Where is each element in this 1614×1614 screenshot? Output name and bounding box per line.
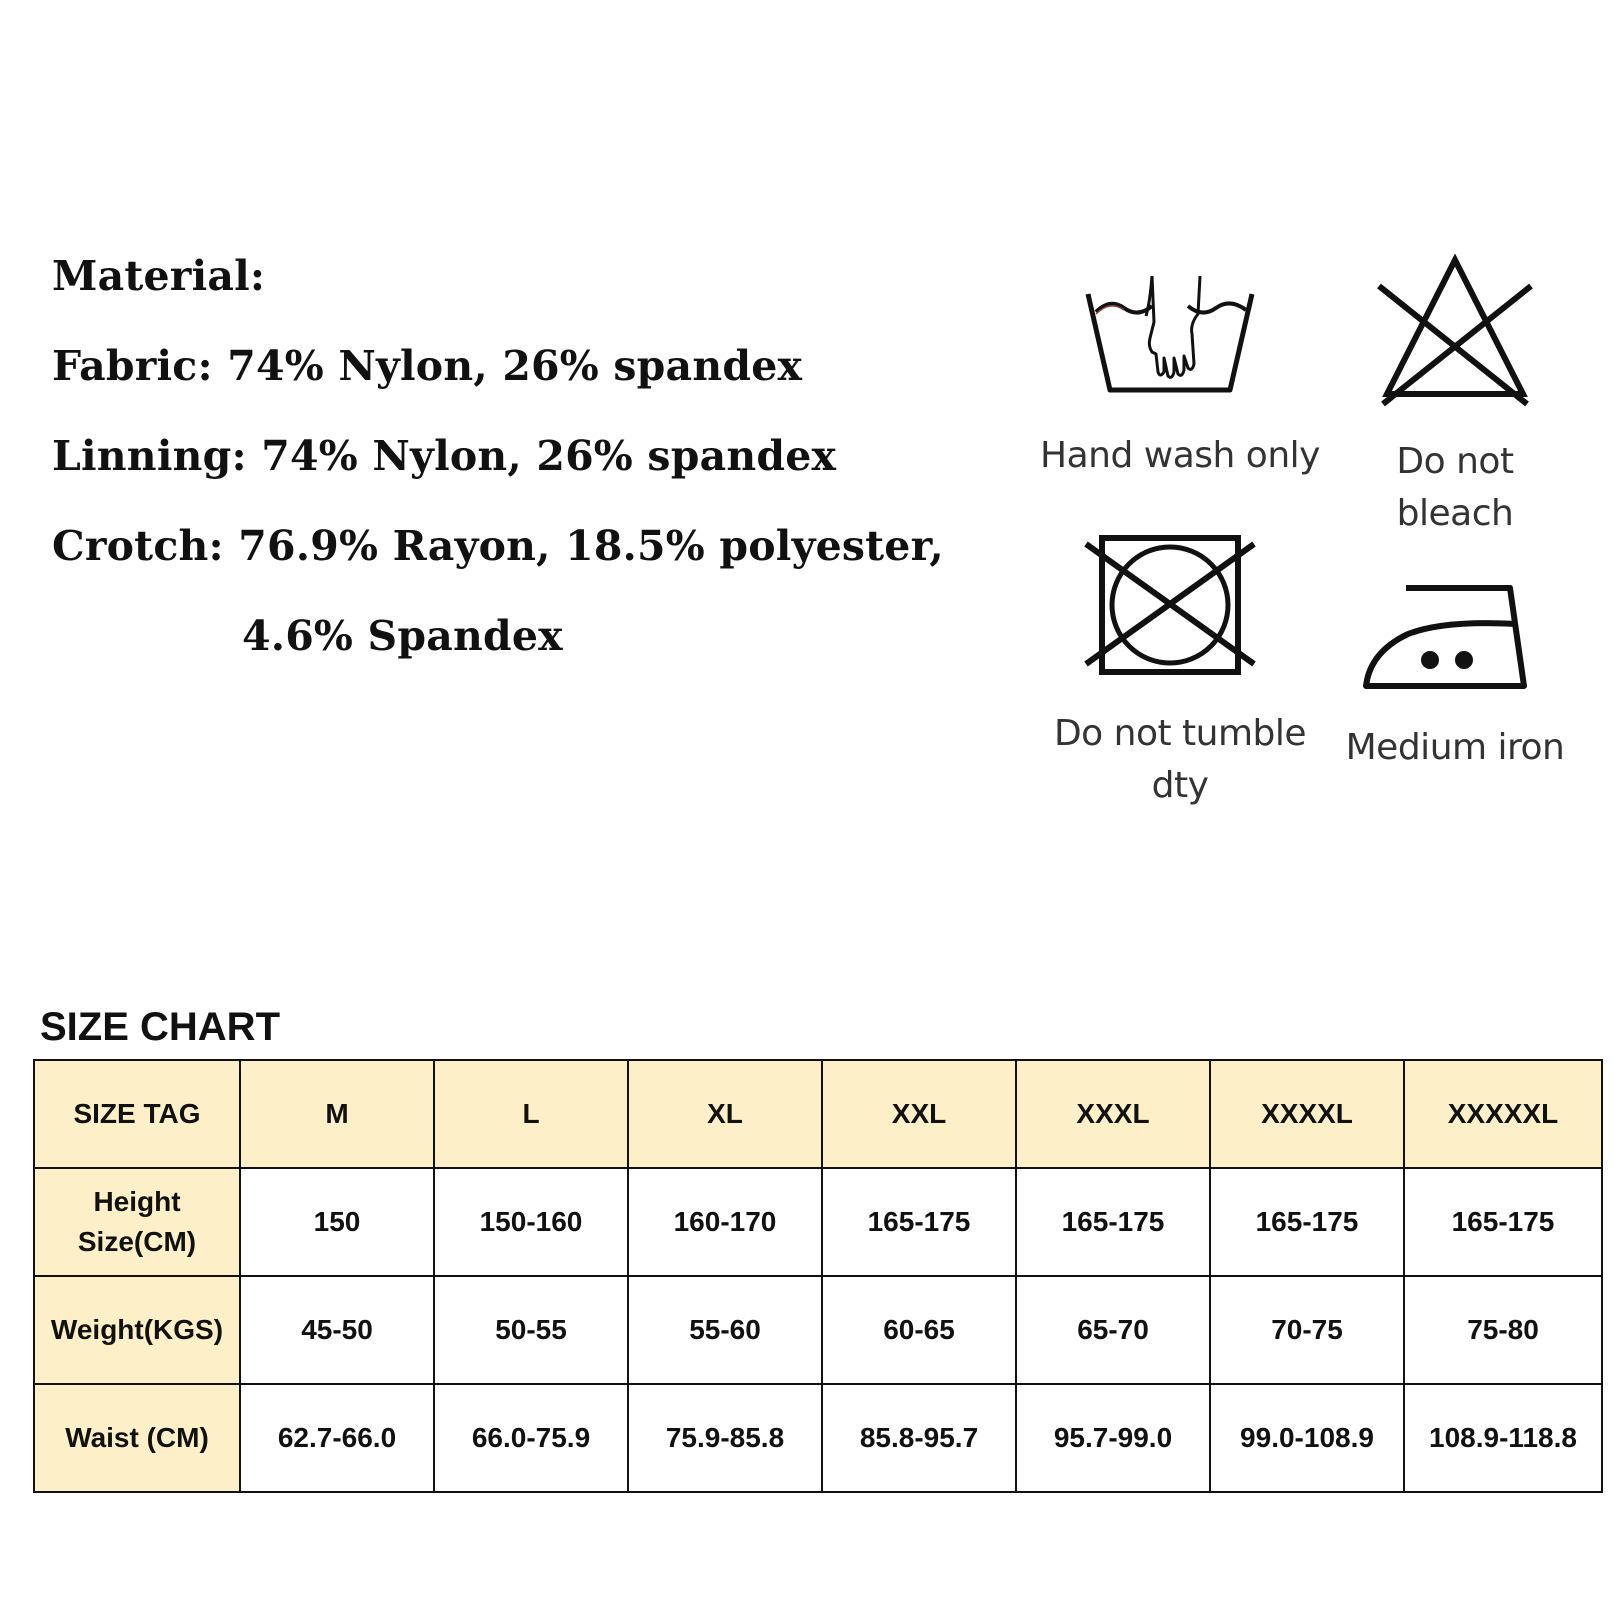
table-cell: 85.8-95.7 xyxy=(822,1384,1016,1492)
table-row xyxy=(34,1168,1602,1276)
table-cell: 95.7-99.0 xyxy=(1016,1384,1210,1492)
table-cell: 99.0-108.9 xyxy=(1210,1384,1404,1492)
do-not-tumble-dry-label-line1: Do not tumble xyxy=(1053,713,1307,754)
table-cell: 150 xyxy=(240,1168,434,1276)
column-header: XXL xyxy=(822,1060,1016,1168)
material-title: Material: xyxy=(52,252,266,300)
material-fabric: Fabric: 74% Nylon, 26% spandex xyxy=(52,342,803,390)
material-linning: Linning: 74% Nylon, 26% spandex xyxy=(52,432,837,480)
table-cell: 165-175 xyxy=(1210,1168,1404,1276)
table-cell: 165-175 xyxy=(1404,1168,1602,1276)
table-cell: 66.0-75.9 xyxy=(434,1384,628,1492)
table-row xyxy=(34,1276,1602,1384)
table-row xyxy=(34,1384,1602,1492)
table-cell: 165-175 xyxy=(822,1168,1016,1276)
column-header: XXXL xyxy=(1016,1060,1210,1168)
column-header: XXXXXL xyxy=(1404,1060,1602,1168)
table-cell: 45-50 xyxy=(240,1276,434,1384)
hand-wash-label: Hand wash only xyxy=(1040,435,1320,476)
row-label: Weight(KGS) xyxy=(34,1276,240,1384)
row-label-text: Height Size(CM) xyxy=(77,1186,197,1257)
table-cell: 62.7-66.0 xyxy=(240,1384,434,1492)
medium-iron-label: Medium iron xyxy=(1345,727,1565,768)
do-not-bleach-label: Do not bleach xyxy=(1396,441,1514,534)
hand-wash-icon xyxy=(1080,272,1260,402)
table-cell: 160-170 xyxy=(628,1168,822,1276)
table-cell: 108.9-118.8 xyxy=(1404,1384,1602,1492)
table-cell: 50-55 xyxy=(434,1276,628,1384)
row-label: Waist (CM) xyxy=(34,1384,240,1492)
do-not-bleach-icon xyxy=(1375,254,1535,410)
column-header: XL xyxy=(628,1060,822,1168)
table-cell: 55-60 xyxy=(628,1276,822,1384)
size-chart-table xyxy=(33,1059,1603,1493)
row-label xyxy=(34,1168,240,1276)
do-not-tumble-dry-label xyxy=(1030,708,1330,812)
table-cell: 165-175 xyxy=(1016,1168,1210,1276)
material-crotch-cont: 4.6% Spandex xyxy=(242,612,563,660)
do-not-tumble-dry-icon xyxy=(1080,530,1260,678)
column-header: M xyxy=(240,1060,434,1168)
table-cell: 75.9-85.8 xyxy=(628,1384,822,1492)
table-header-row xyxy=(34,1060,1602,1168)
do-not-tumble-dry-label-line2: dty xyxy=(1151,765,1209,806)
table-cell: 60-65 xyxy=(822,1276,1016,1384)
column-header: SIZE TAG xyxy=(34,1060,240,1168)
table-cell: 70-75 xyxy=(1210,1276,1404,1384)
size-chart-title: SIZE CHART xyxy=(40,1005,280,1049)
column-header: XXXXL xyxy=(1210,1060,1404,1168)
medium-iron-icon xyxy=(1360,580,1536,696)
table-cell: 75-80 xyxy=(1404,1276,1602,1384)
material-crotch: Crotch: 76.9% Rayon, 18.5% polyester, xyxy=(52,522,944,570)
table-cell: 65-70 xyxy=(1016,1276,1210,1384)
column-header: L xyxy=(434,1060,628,1168)
table-cell: 150-160 xyxy=(434,1168,628,1276)
